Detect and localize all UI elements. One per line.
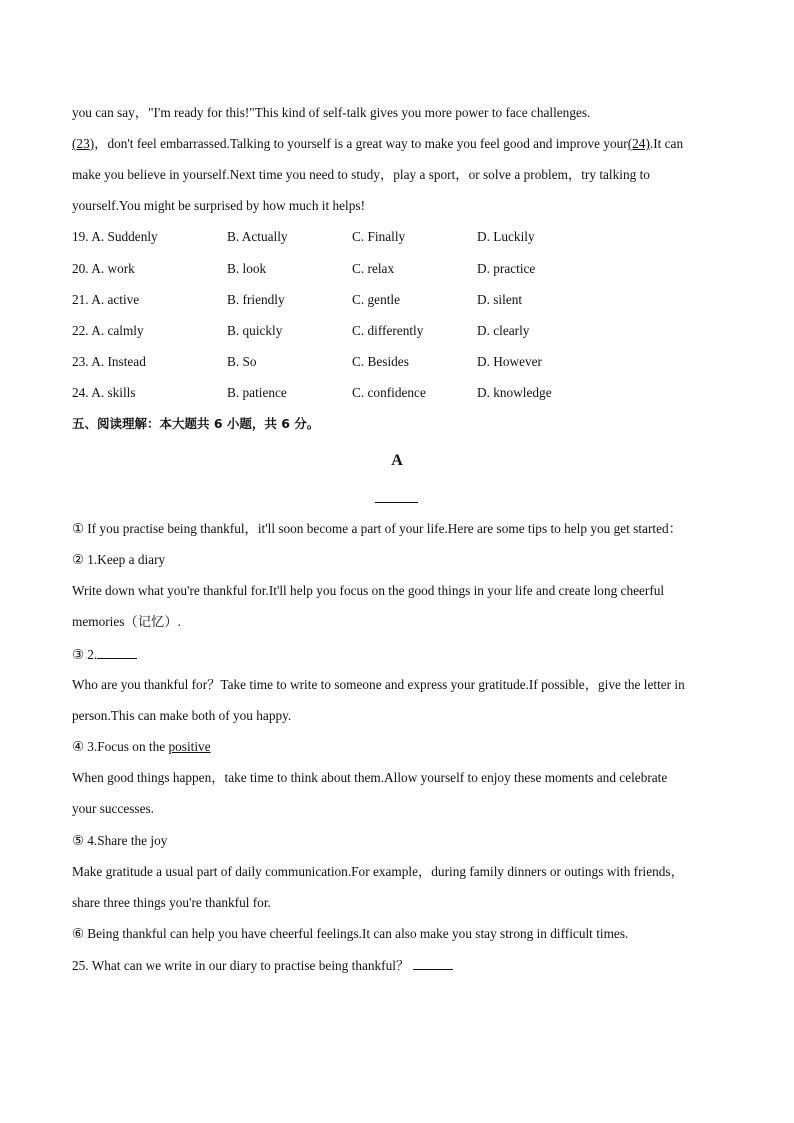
option-d: D. silent: [477, 292, 523, 307]
option-b: B. look: [227, 261, 267, 276]
option-c: C. Besides: [352, 354, 409, 369]
option-b: B. So: [227, 354, 257, 369]
option-c: C. confidence: [352, 385, 426, 400]
option-a: 22. A. calmly: [72, 323, 144, 338]
tip-heading-1: ② 1.Keep a diary: [72, 552, 166, 567]
tip-heading-4: ⑤ 4.Share the joy: [72, 833, 168, 848]
tip-heading-3: [72, 738, 211, 756]
paragraph-line: your successes.: [72, 801, 154, 816]
passage-line: [72, 135, 683, 153]
option-a: 20. A. work: [72, 261, 135, 276]
option-c: C. Finally: [352, 229, 406, 244]
passage-line: you can say，"I'm ready for this!"This kind of self-talk gives you more power to face challenges.: [72, 105, 591, 120]
tip-heading-2: [72, 645, 137, 664]
tip-text: ④ 3.Focus on the: [72, 739, 169, 754]
tip-number: ③ 2.: [72, 647, 98, 662]
passage-line: make you believe in yourself.Next time you need to study，play a sport，or solve a problem，try talking to: [72, 167, 650, 182]
option-d: D. However: [477, 354, 542, 369]
blank-23: (23): [72, 136, 95, 151]
option-a: 19. A. Suddenly: [72, 229, 158, 244]
answer-blank: [97, 645, 137, 659]
paragraph-line: When good things happen，take time to think about them.Allow yourself to enjoy these moments and celebrate: [72, 770, 668, 785]
paragraph-line: person.This can make both of you happy.: [72, 708, 292, 723]
paragraph-line: memories（记忆）.: [72, 614, 181, 629]
passage-text: ，don't feel embarrassed.Talking to yourself is a great way to make you feel good and improve your: [94, 136, 628, 151]
paragraph-line: share three things you're thankful for.: [72, 895, 271, 910]
paragraph-1: ① If you practise being thankful，it'll soon become a part of your life.Here are some tips to help you get started：: [72, 521, 682, 536]
question-25: [72, 956, 453, 975]
option-c: C. differently: [352, 323, 424, 338]
option-c: C. relax: [352, 261, 395, 276]
paragraph-line: Write down what you're thankful for.It'll help you focus on the good things in your life and create long cheerful: [72, 583, 665, 598]
option-b: B. Actually: [227, 229, 288, 244]
option-b: B. friendly: [227, 292, 285, 307]
paragraph-6: ⑥ Being thankful can help you have cheerful feelings.It can also make you stay strong in difficult times.: [72, 926, 629, 941]
option-d: D. knowledge: [477, 385, 552, 400]
option-d: D. Luckily: [477, 229, 535, 244]
option-d: D. practice: [477, 261, 536, 276]
option-a: 24. A. skills: [72, 385, 136, 400]
option-a: 23. A. Instead: [72, 354, 146, 369]
paragraph-line: Make gratitude a usual part of daily communication.For example，during family dinners or outings with friends，: [72, 864, 684, 879]
option-a: 21. A. active: [72, 292, 140, 307]
underlined-word: positive: [168, 739, 211, 754]
option-c: C. gentle: [352, 292, 401, 307]
title-blank-line: [375, 502, 418, 503]
passage-text: .It can: [649, 136, 684, 151]
section-heading: 五、阅读理解：本大题共 6 小题，共 6 分。: [72, 416, 320, 431]
option-b: B. patience: [227, 385, 287, 400]
option-b: B. quickly: [227, 323, 283, 338]
blank-24: (24): [627, 136, 650, 151]
answer-blank: [413, 956, 453, 970]
passage-line: yourself.You might be surprised by how much it helps!: [72, 198, 366, 213]
option-d: D. clearly: [477, 323, 530, 338]
passage-title: A: [391, 452, 403, 469]
paragraph-line: Who are you thankful for？Take time to write to someone and express your gratitude.If possible，give the letter in: [72, 677, 685, 692]
question-text: 25. What can we write in our diary to practise being thankful？: [72, 958, 410, 973]
